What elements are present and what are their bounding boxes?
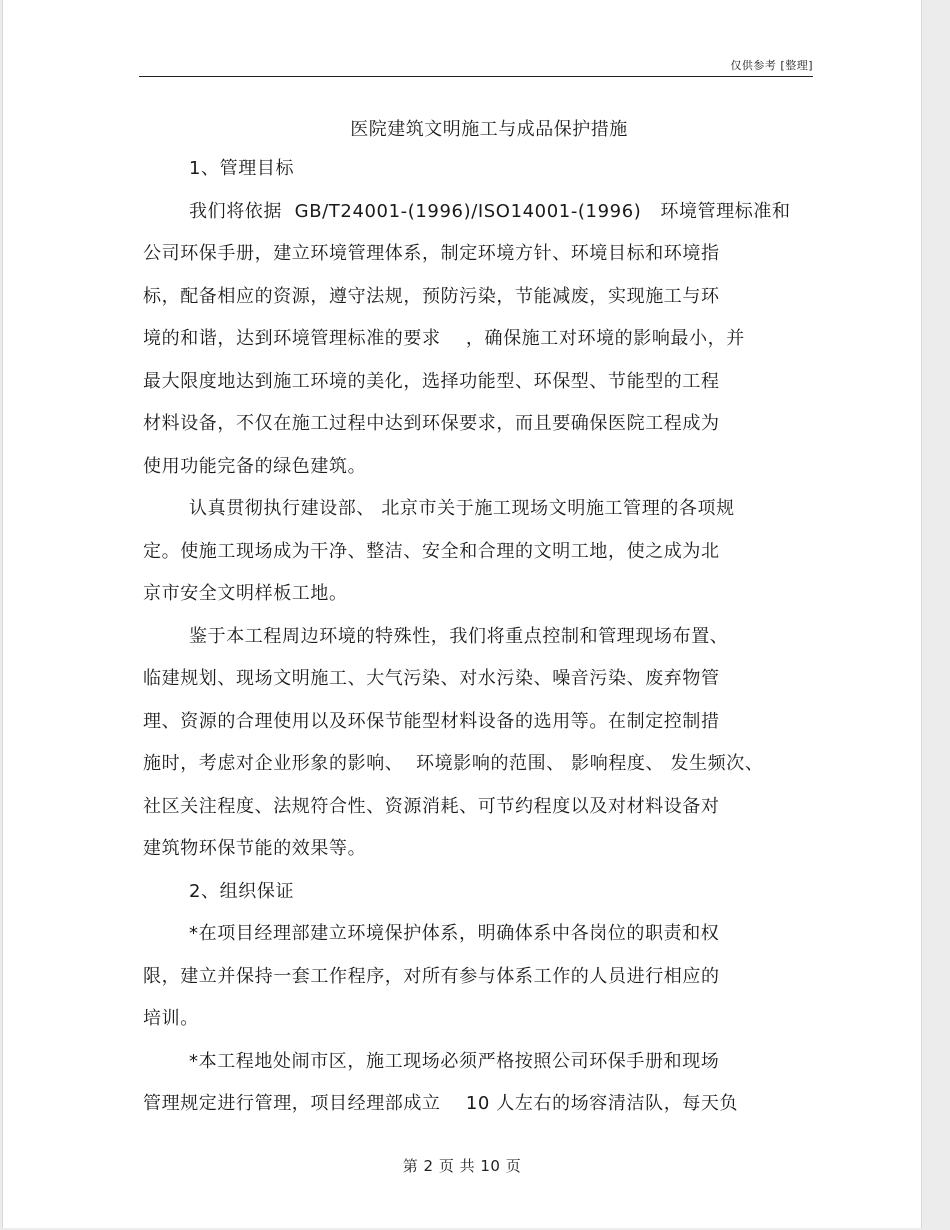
- text-line: 鉴于本工程周边环境的特殊性，我们将重点控制和管理现场布置、: [189, 625, 729, 647]
- text-line: 限，建立并保持一套工作程序，对所有参与体系工作的人员进行相应的: [143, 965, 720, 987]
- text-line: 建筑物环保节能的效果等。: [143, 838, 367, 859]
- text-line: 我们将依据 GB/T24001-(1996)/ISO14001-(1996) 环境管理标准和: [189, 200, 791, 222]
- text-line: 管理规定进行管理，项目经理部成立 10 人左右的场容清洁队，每天负: [143, 1093, 739, 1114]
- text-line: 材料设备，不仅在施工过程中达到环保要求，而且要确保医院工程成为: [143, 413, 720, 434]
- text-line: 京市安全文明样板工地。: [143, 583, 348, 604]
- text-line: 社区关注程度、法规符合性、资源消耗、可节约程度以及对材料设备对: [143, 795, 720, 817]
- text-line: 理、资源的合理使用以及环保节能型材料设备的选用等。在制定控制措: [143, 710, 720, 732]
- document-body: [143, 112, 833, 1126]
- text-line: 培训。: [143, 1008, 199, 1029]
- text-line: 境的和谐，达到环境管理标准的要求 ，确保施工对环境的影响最小，并: [143, 328, 745, 349]
- text-line: *本工程地处闹市区，施工现场必须严格按照公司环保手册和现场: [189, 1050, 720, 1072]
- text-line: 临建规划、现场文明施工、大气污染、对水污染、噪音污染、废弃物管: [143, 668, 720, 689]
- text-line: 使用功能完备的绿色建筑。: [143, 455, 367, 477]
- text-line: 认真贯彻执行建设部、 北京市关于施工现场文明施工管理的各项规: [189, 498, 735, 519]
- text-line: 1、管理目标: [189, 158, 295, 179]
- text-line: 施时，考虑对企业形象的影响、 环境影响的范围、 影响程度、 发生频次、: [143, 753, 764, 774]
- page-header: [139, 54, 813, 77]
- document-page: [2, 0, 922, 1228]
- text-line: 定。使施工现场成为干净、整洁、安全和合理的文明工地，使之成为北: [143, 540, 720, 562]
- text-line: 最大限度地达到施工环境的美化，选择功能型、环保型、节能型的工程: [143, 370, 720, 392]
- text-line: *在项目经理部建立环境保护体系，明确体系中各岗位的职责和权: [189, 923, 720, 944]
- page-footer: 第 2 页 共 10 页: [402, 1157, 522, 1175]
- header-note: 仅供参考 [整理]: [730, 59, 813, 72]
- document-title: 医院建筑文明施工与成品保护措施: [350, 119, 628, 140]
- text-line: 2、组织保证: [189, 880, 295, 902]
- text-line: 标，配备相应的资源，遵守法规，预防污染，节能减废，实现施工与环: [143, 285, 720, 307]
- text-line: 公司环保手册，建立环境管理体系，制定环境方针、环境目标和环境指: [143, 243, 720, 264]
